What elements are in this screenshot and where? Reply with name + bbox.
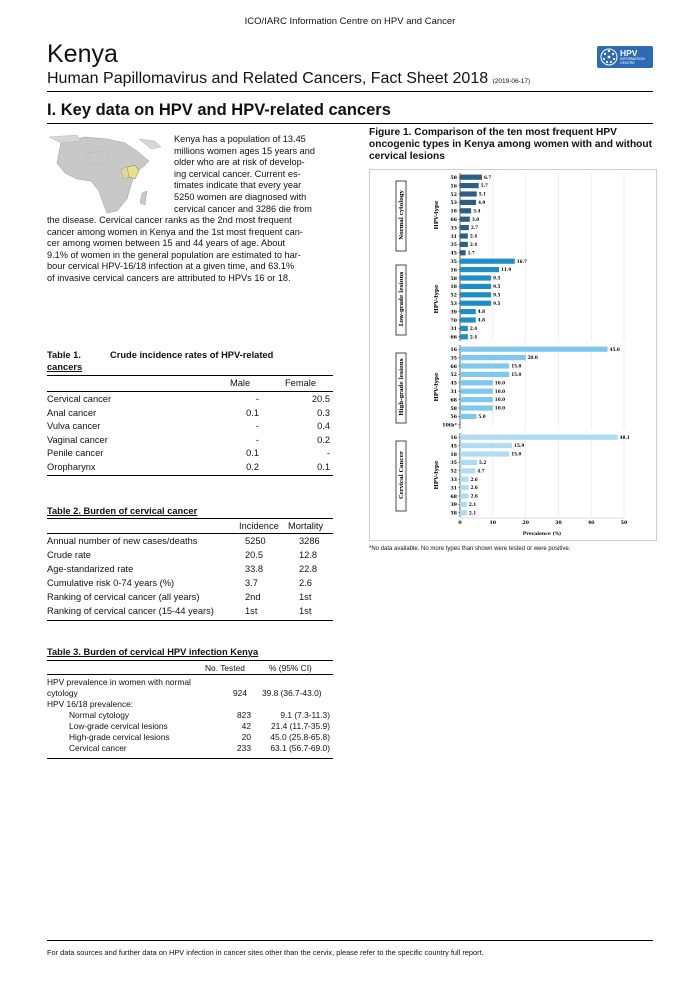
bar-value-label: 10.0: [494, 405, 506, 411]
hpv-type-label: 16: [450, 183, 457, 190]
hpv-type-label: 56: [450, 414, 457, 421]
bar: [460, 485, 469, 490]
hpv-type-label: 35: [450, 460, 457, 467]
intro-line: cervical cancer and 3286 die from: [174, 203, 312, 214]
table2-row-mortality: 3286: [299, 536, 320, 546]
table1-row-male: 0.1: [246, 407, 259, 418]
table1-row-female: 0.3: [317, 407, 330, 418]
table3-row-label: Low-grade cervical lesions: [69, 721, 168, 731]
table1-row-label: Cervical cancer: [47, 394, 112, 404]
table3-row-label: Normal cytology: [69, 710, 130, 720]
hpv-type-label: 52: [450, 372, 457, 379]
figure-title: Figure 1. Comparison of the ten most frequent HPV oncogenic types in Kenya among women with and without cervical lesions: [369, 127, 653, 162]
table2-row-mortality: 1st: [299, 592, 312, 602]
bar-value-label: 15.9: [514, 443, 525, 449]
bar: [460, 355, 526, 360]
hpv-type-label: 18: [450, 208, 457, 215]
table1-row-label: Vulva cancer: [47, 421, 101, 431]
bar: [460, 259, 515, 264]
hpv-type-label: 33: [450, 477, 457, 483]
bar-value-label: 2.6: [470, 493, 478, 499]
bar-value-label: 10.0: [494, 388, 506, 394]
hpv-type-label: 58: [450, 175, 457, 181]
table2-row-mortality: 12.8: [299, 550, 318, 560]
globe-icon: [599, 47, 619, 67]
intro-line: the disease. Cervical cancer ranks as the 2nd most frequent: [47, 215, 292, 225]
section-title: I. Key data on HPV and HPV-related cancers: [47, 101, 391, 119]
fact-sheet-subtitle: [47, 70, 530, 88]
intro-line: bour cervical HPV-16/18 infection at a given time, and 63.1%: [47, 261, 295, 272]
hpv-type-label: 16: [450, 347, 457, 353]
bar-value-label: 10.0: [494, 397, 506, 403]
bar-value-label: 2.4: [469, 242, 478, 247]
bar: [460, 334, 468, 339]
bar: [460, 510, 467, 515]
hpv-type-label: 53: [450, 200, 457, 207]
bar-value-label: 2.4: [469, 326, 478, 331]
bar: [460, 233, 468, 238]
bar-value-label: 4.8: [477, 309, 486, 315]
table1-row-male: -: [255, 434, 259, 445]
table3-row-tested: 823: [237, 710, 251, 720]
table1-title-c: cancers: [47, 362, 83, 372]
axis-label-hpv-type: HPV-type: [434, 284, 440, 314]
table2-row-incidence: 1st: [245, 606, 258, 616]
bar: [460, 468, 475, 473]
bar: [460, 208, 471, 213]
intro-line: of invasive cervical cancers are attributed to HPVs 16 or 18.: [47, 272, 291, 283]
bar: [460, 175, 482, 180]
bar: [460, 363, 509, 368]
table-3: [47, 647, 333, 767]
table3-subhead: HPV 16/18 prevalence:: [47, 699, 134, 709]
table1-row-female: 20.5: [311, 394, 330, 404]
x-tick-label: 40: [587, 520, 595, 526]
table3-rule: [47, 758, 333, 759]
table2-rule: [47, 518, 333, 519]
table1-row-female: 0.1: [317, 461, 330, 472]
axis-label-hpv-type: HPV-type: [434, 200, 440, 230]
bar-value-label: 11.9: [501, 267, 512, 273]
table2-row-incidence: 5250: [245, 536, 266, 546]
intro-paragraph-right: [174, 134, 332, 215]
table3-col-prevalence: % (95% CI): [269, 663, 312, 673]
bar-value-label: 2.1: [468, 510, 477, 516]
intro-paragraph-full: [47, 215, 333, 285]
panel-label: High-grade lesions: [399, 358, 405, 416]
bar: [460, 451, 509, 456]
header-source: ICO/IARC Information Centre on HPV and Cancer: [244, 16, 456, 27]
bar-value-label: 5.7: [480, 183, 488, 189]
table2-row-mortality: 2.6: [299, 578, 312, 588]
bar: [460, 326, 468, 331]
table2-row-label: Ranking of cervical cancer (15-44 years): [47, 606, 214, 616]
bar: [460, 317, 476, 322]
hpv-type-label: 33: [450, 225, 457, 232]
country-title: Kenya: [47, 40, 118, 68]
bar-value-label: 48.1: [619, 434, 630, 440]
africa-map: [47, 133, 167, 217]
intro-line: Kenya has a population of 13.45: [174, 134, 306, 144]
bar-value-label: 20.0: [527, 355, 538, 361]
hpv-type-label: 35: [450, 242, 457, 249]
table3-row-tested: 20: [241, 732, 251, 742]
x-tick-label: 0: [458, 520, 462, 526]
intro-line: cer among women between 15 and 44 years of age. About: [47, 238, 286, 249]
hpv-type-label: 45: [450, 380, 457, 387]
intro-line: cancer among women in Kenya and the 1st most frequent can-: [47, 226, 303, 237]
bar-value-label: 9.5: [493, 300, 501, 306]
table2-row-incidence: 33.8: [245, 564, 264, 574]
bar-value-label: 4.7: [477, 468, 485, 474]
hpv-type-label: 45: [450, 443, 457, 450]
hpv-type-label: 52: [450, 292, 457, 299]
bar-value-label: 9.5: [493, 292, 501, 298]
table3-rule: [47, 674, 333, 675]
table3-row-tested: 42: [241, 721, 251, 731]
bar-value-label: 3.4: [473, 208, 481, 214]
bar: [460, 284, 491, 289]
hpv-type-label: 66: [450, 334, 457, 341]
intro-line: 5250 women are diagnosed with: [174, 191, 307, 202]
bar: [460, 200, 476, 205]
table3-row-tested: 233: [237, 743, 251, 753]
table1-rule: [47, 375, 333, 376]
table3-col-tested: No. Tested: [205, 663, 245, 673]
hpv-type-label: 68: [450, 397, 457, 404]
bar: [460, 267, 499, 272]
hpv-type-label: 68: [450, 493, 457, 500]
table2-row-incidence: 3.7: [245, 578, 258, 588]
table2-row-incidence: 20.5: [245, 550, 264, 560]
table1-col-male: Male: [230, 378, 251, 388]
bar: [460, 443, 512, 448]
bar-value-label: 2.6: [470, 485, 478, 491]
table2-row-incidence: 2nd: [245, 592, 261, 602]
hpv-type-label: 70: [450, 317, 457, 324]
table2-col-mortality: Mortality: [288, 521, 324, 531]
table3-main-label-b: cytology: [47, 688, 78, 698]
bar-value-label: 4.9: [478, 200, 486, 205]
bar-value-label: 16.7: [516, 258, 527, 264]
table2-title: Table 2. Burden of cervical cancer: [47, 506, 198, 516]
footer-rule: [47, 940, 653, 941]
hpv-type-label: 58: [450, 510, 457, 517]
table2-row-label: Age-standarized rate: [47, 564, 134, 574]
bar-value-label: 5.1: [478, 191, 487, 197]
bar: [460, 275, 491, 280]
table1-row-male: 0.2: [246, 461, 259, 472]
logo-subtext: [620, 57, 645, 65]
hpv-type-label: 31: [450, 389, 457, 395]
table1-rule: [47, 391, 333, 392]
hpv-type-label: 35: [450, 355, 457, 362]
table3-main-label-a: HPV prevalence in women with normal: [47, 677, 191, 687]
section-rule: [47, 123, 653, 124]
hpv-type-bar-chart: [370, 170, 656, 540]
bar: [460, 372, 509, 377]
table1-rule: [47, 475, 333, 476]
x-tick-label: 20: [522, 520, 529, 526]
table1-row-female: 0.2: [317, 434, 330, 445]
intro-line: older who are at risk of develop-: [174, 157, 305, 168]
table3-rule: [47, 660, 333, 661]
logo-centre: CENTRE: [620, 61, 635, 65]
hpv-type-label: 31: [450, 326, 457, 333]
table1-title-a: Table 1.: [47, 350, 81, 360]
table2-rule: [47, 533, 333, 534]
bar: [460, 225, 469, 230]
table1-title-b: Crude incidence rates of HPV-related: [110, 350, 274, 360]
bar: [460, 435, 618, 440]
hpv-type-label: 58: [450, 275, 457, 282]
table1-row-male: 0.1: [246, 448, 259, 458]
footer-text: For data sources and further data on HPV infection in cancer sites other than the cervix, please refer to the specific country full report.: [47, 948, 484, 957]
logo-hpv: HPV: [620, 48, 638, 58]
bar-value-label: 15.0: [511, 451, 522, 457]
table1-row-label: Oropharynx: [47, 461, 96, 472]
bar: [460, 242, 468, 247]
intro-line: 9.1% of women in the general population are estimated to har-: [47, 249, 301, 260]
bar: [460, 292, 491, 297]
table1-row-female: 0.4: [317, 421, 330, 431]
table3-row-value: 21.4 (11.7-35.9): [271, 721, 330, 731]
hpv-centre-logo: [597, 46, 653, 68]
bar: [460, 309, 476, 314]
intro-line: timates indicate that every year: [174, 180, 302, 191]
hpv-type-label: 31: [450, 233, 457, 240]
hpv-type-label: 66: [450, 363, 457, 370]
x-axis-title: Prevalence (%): [522, 532, 562, 537]
table3-row-label: Cervical cancer: [69, 743, 127, 753]
figure-note: *No data available. No more types than shown were tested or were positive.: [369, 546, 571, 552]
figure-chart-frame: [369, 169, 657, 541]
x-tick-label: 30: [555, 520, 562, 526]
hpv-type-label: 52: [450, 191, 457, 198]
panel-label: Normal cytology: [399, 190, 405, 240]
hpv-type-label: 39: [450, 502, 457, 509]
table-1: [47, 350, 333, 480]
table1-row-label: Anal cancer: [47, 407, 97, 418]
table3-row-value: 63.1 (56.7-69.0): [270, 743, 330, 753]
logo-information: INFORMATION: [620, 57, 645, 61]
bar-value-label: 2.1: [468, 502, 477, 507]
bar-value-label: 2.7: [470, 225, 479, 231]
bar-value-label: 6.7: [483, 174, 492, 180]
hpv-type-label: 66: [450, 217, 457, 223]
table1-col-female: Female: [285, 378, 317, 388]
bar-value-label: 9.5: [493, 275, 501, 281]
bar-value-label: 2.6: [470, 476, 478, 482]
table1-row-label: Vaginal cancer: [47, 434, 108, 445]
bar-value-label: 45.0: [609, 346, 620, 352]
bar: [460, 250, 466, 255]
hpv-type-label: 39: [450, 309, 457, 316]
bar-value-label: 5.2: [479, 460, 487, 465]
hpv-type-label: 45: [450, 250, 457, 257]
table2-col-incidence: Incidence: [239, 521, 279, 531]
table3-row-value: 9.1 (7.3-11.3): [280, 710, 330, 720]
bar: [460, 405, 493, 410]
bar: [460, 347, 608, 352]
intro-line: millions women ages 15 years and: [174, 145, 315, 156]
table-2: [47, 506, 333, 626]
hpv-type-label: 58: [450, 405, 457, 412]
table3-main-value: 39.8 (36.7-43.0): [262, 688, 322, 698]
bar-value-label: 10.0: [494, 380, 506, 386]
bar-value-label: 9.5: [493, 284, 501, 289]
panel-label: Low-grade lesions: [399, 271, 405, 327]
subtitle-text: Human Papillomavirus and Related Cancers, Fact Sheet 2018: [47, 70, 489, 87]
hpv-type-label: 16: [450, 435, 457, 441]
table2-row-label: Annual number of new cases/deaths: [47, 536, 198, 546]
table2-row-label: Cumulative risk 0-74 years (%): [47, 578, 175, 588]
table3-title: Table 3. Burden of cervical HPV infection Kenya: [47, 647, 259, 657]
table1-row-male: -: [255, 421, 259, 431]
bar-value-label: 1.7: [467, 250, 475, 256]
bar: [460, 183, 479, 188]
table2-row-mortality: 22.8: [299, 564, 318, 574]
bar-value-label: 3.0: [471, 216, 480, 222]
table2-rule: [47, 620, 333, 621]
bar: [460, 380, 493, 385]
bar-value-label: 2.4: [469, 334, 478, 340]
table3-main-tested: 924: [233, 688, 247, 698]
bar: [460, 397, 493, 402]
table3-row-label: High-grade cervical lesions: [69, 732, 170, 742]
hpv-type-label: 52: [450, 468, 457, 475]
panel-label: Cervical Cancer: [399, 451, 405, 499]
hpv-type-label: 18: [450, 284, 457, 291]
hpv-type-label: 31: [450, 485, 457, 492]
bar: [460, 389, 493, 394]
bar-value-label: 2.4: [469, 233, 478, 239]
report-date: (2019-06-17): [492, 78, 531, 85]
bar-value-label: 15.0: [511, 372, 522, 377]
table1-row-female: -: [326, 448, 330, 458]
table2-row-label: Ranking of cervical cancer (all years): [47, 592, 200, 602]
bar: [460, 477, 469, 482]
bar: [460, 460, 477, 465]
header-rule: [47, 91, 653, 92]
table2-row-label: Crude rate: [47, 550, 91, 560]
table3-row-value: 45.0 (25.8-65.8): [270, 732, 330, 742]
bar: [460, 502, 467, 507]
hpv-type-label: 53: [450, 301, 457, 307]
table2-row-mortality: 1st: [299, 606, 312, 616]
bar-value-label: 4.8: [477, 317, 486, 323]
intro-line: ing cervical cancer. Current es-: [174, 168, 301, 179]
hpv-type-label: 35: [450, 259, 457, 265]
bar: [460, 414, 476, 419]
table1-row-label: Penile cancer: [47, 448, 104, 458]
bar-value-label: 15.0: [511, 363, 522, 369]
bar-value-label: 5.0: [478, 414, 486, 419]
x-tick-label: 50: [620, 520, 628, 526]
axis-label-hpv-type: HPV-type: [434, 460, 440, 490]
bar: [460, 191, 477, 196]
bar: [460, 493, 469, 498]
table1-row-male: -: [255, 394, 259, 404]
hpv-type-label: 10th*: [442, 422, 457, 429]
hpv-type-label: 18: [450, 451, 457, 458]
bar: [460, 217, 470, 222]
bar: [460, 301, 491, 306]
hpv-type-label: 16: [450, 267, 457, 274]
axis-label-hpv-type: HPV-type: [434, 372, 440, 402]
x-tick-label: 10: [489, 520, 497, 526]
